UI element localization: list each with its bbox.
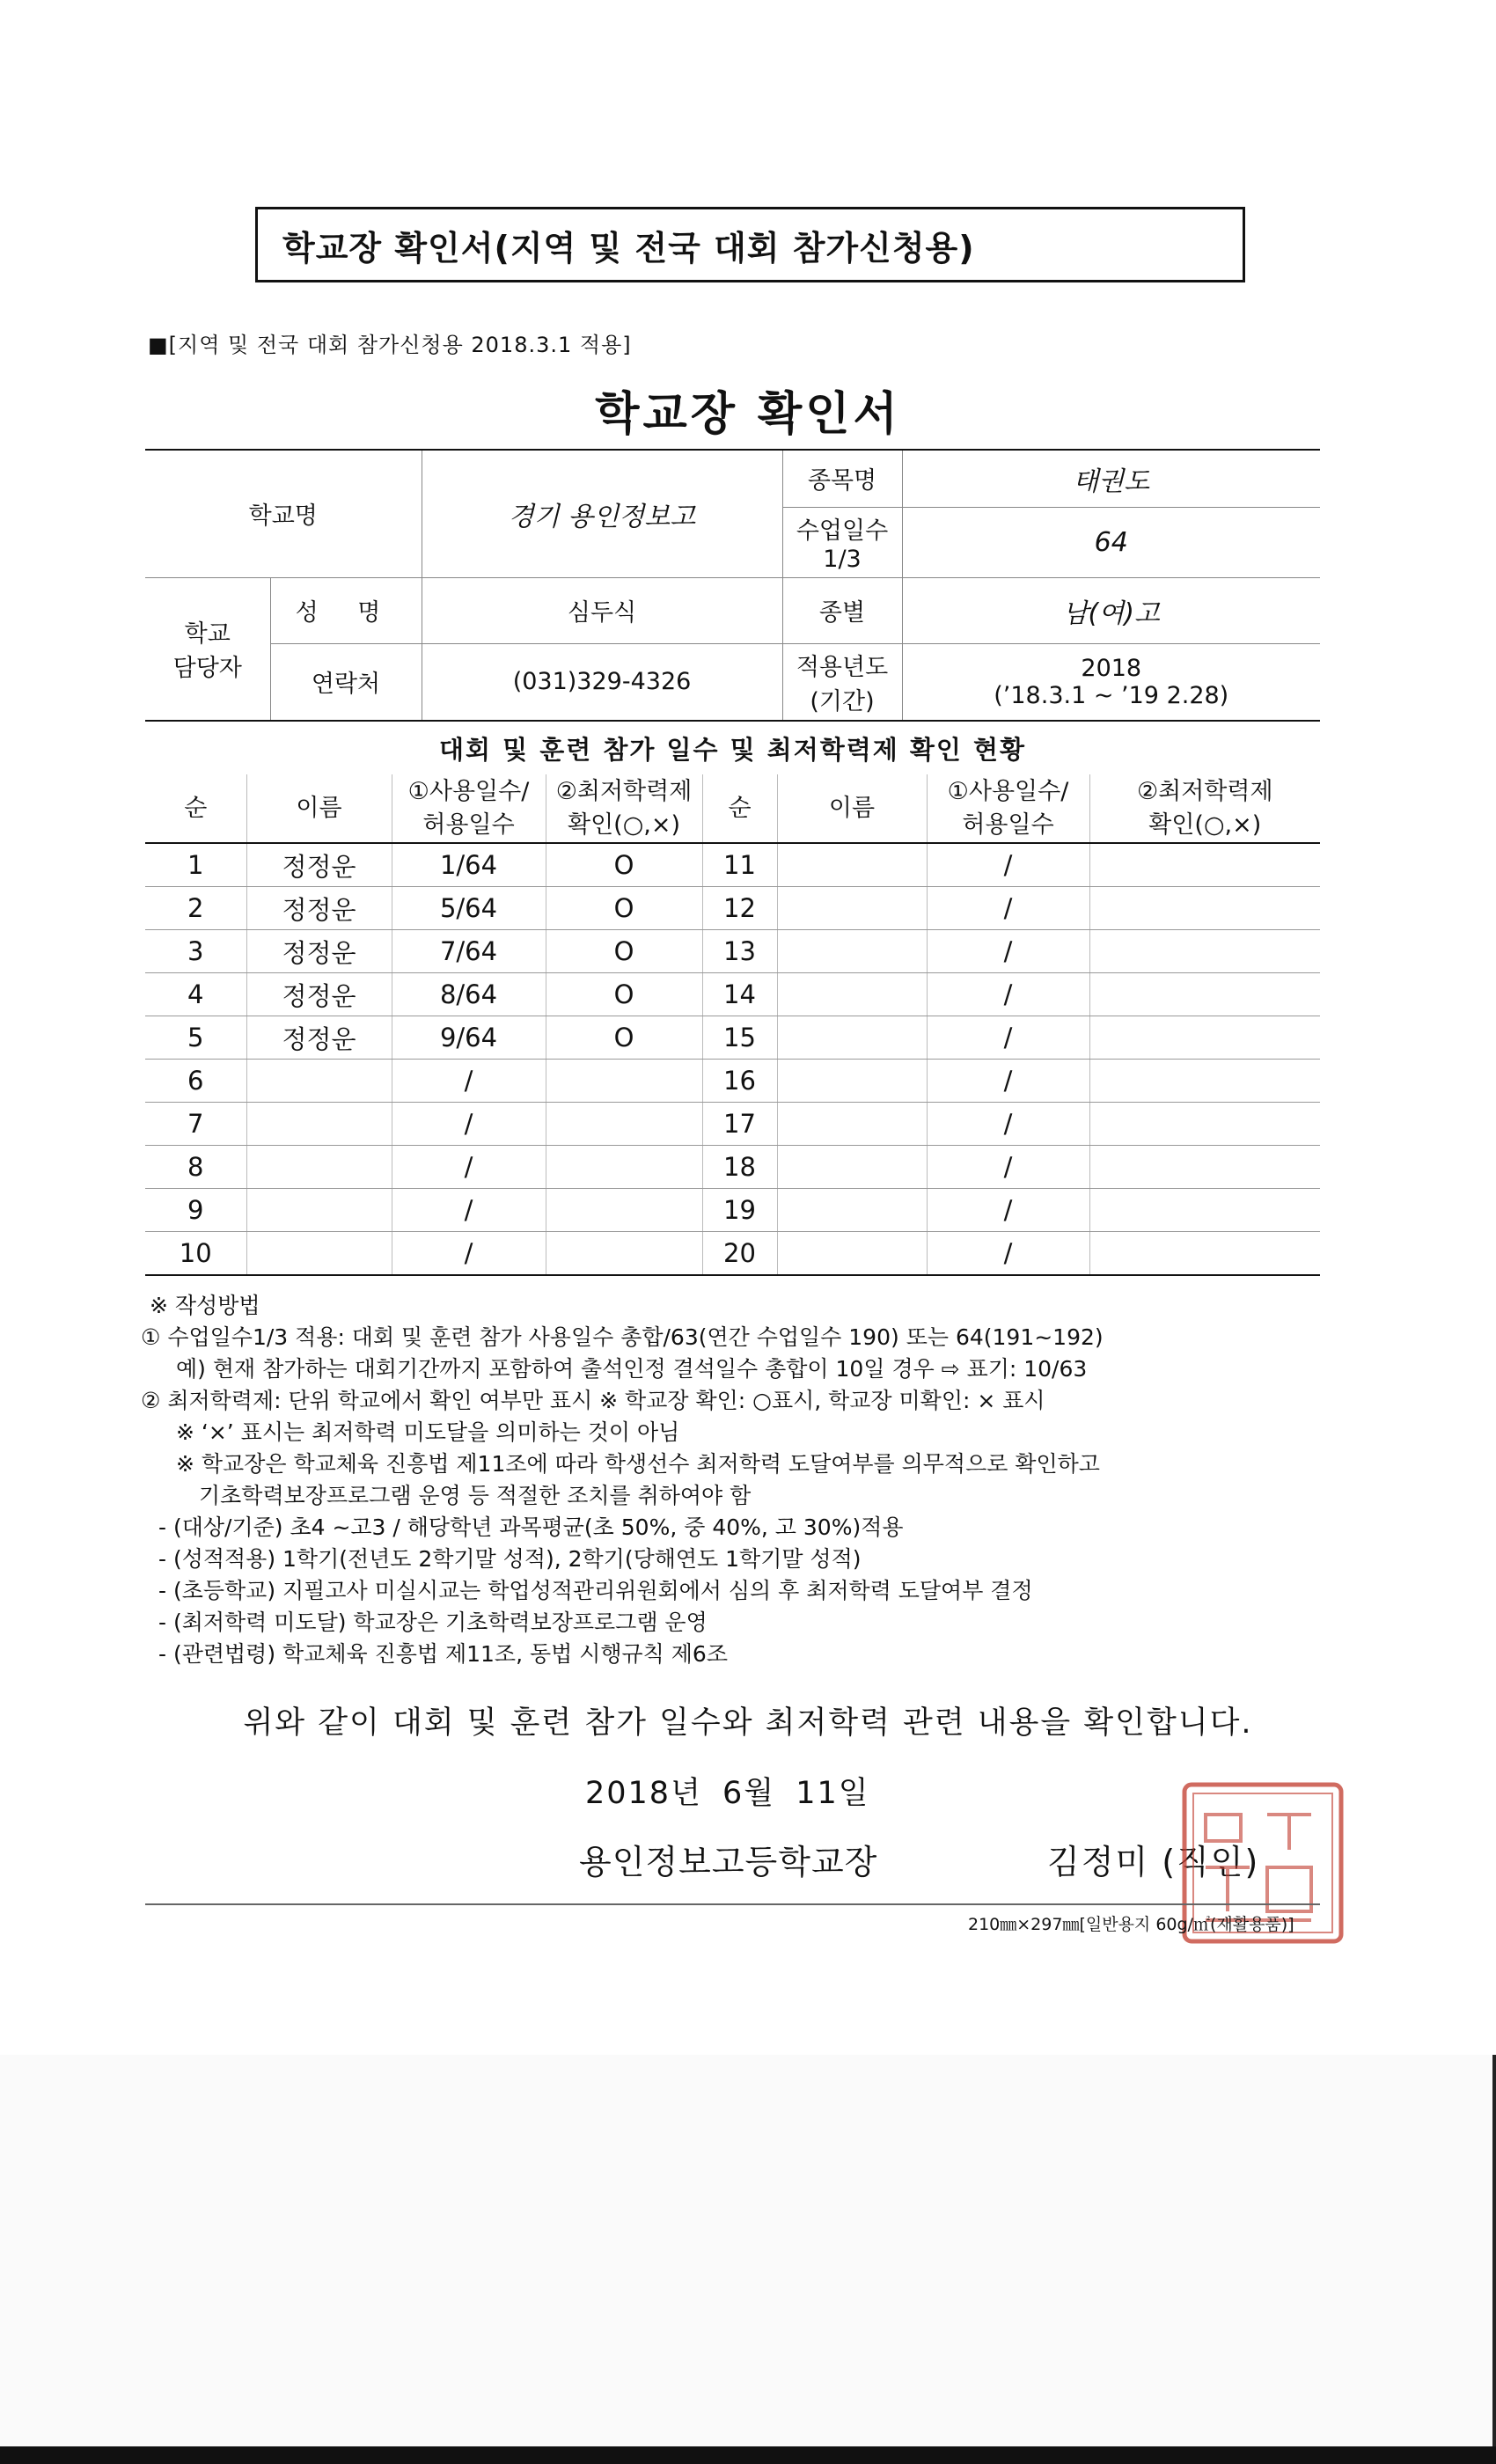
contact-label: 연락처 — [270, 643, 422, 721]
days-used: 5/64 — [392, 887, 546, 930]
manager-label — [145, 577, 270, 721]
days-used: / — [392, 1103, 546, 1146]
days-used: / — [927, 1189, 1089, 1232]
athlete-name — [246, 1060, 392, 1103]
document-title: 학교장 확인서 — [595, 388, 901, 441]
writing-notes — [141, 1290, 1338, 1670]
header-days-line1: ①사용일수/ — [407, 777, 530, 805]
class-days-value: 64 — [902, 507, 1320, 577]
table-row — [145, 1016, 1320, 1060]
row-number: 5 — [145, 1016, 246, 1060]
min-academic-check — [1089, 973, 1320, 1016]
athlete-name — [777, 1232, 927, 1276]
athlete-name: 정정운 — [246, 843, 392, 887]
header-days-line2: 허용일수 — [422, 810, 515, 839]
row-number: 20 — [702, 1232, 777, 1276]
table-row — [145, 1189, 1320, 1232]
min-academic-check: O — [546, 887, 702, 930]
row-number: 16 — [702, 1060, 777, 1103]
days-used: 9/64 — [392, 1016, 546, 1060]
status-title: 대회 및 훈련 참가 일수 및 최저학력제 확인 현황 — [438, 735, 1027, 765]
event-label: 종목명 — [782, 450, 902, 507]
row-number: 4 — [145, 973, 246, 1016]
row-number: 19 — [702, 1189, 777, 1232]
note-line: ① 수업일수1/3 적용: 대회 및 훈련 참가 사용일수 총합/63(연간 수업일수 190) 또는 64(191~192) — [141, 1324, 1104, 1350]
row-number: 7 — [145, 1103, 246, 1146]
header-min-line1: ②최저학력제 — [555, 777, 693, 805]
year-label-line1: 적용년도 — [796, 653, 889, 681]
athlete-name — [777, 1146, 927, 1189]
year-value-line2: (’18.3.1 ~ ’19 2.28) — [994, 681, 1229, 709]
days-used: / — [927, 1146, 1089, 1189]
athlete-name — [777, 1189, 927, 1232]
school-principal-title: 용인정보고등학교장 — [579, 1843, 878, 1881]
row-number: 8 — [145, 1146, 246, 1189]
table-row — [145, 930, 1320, 973]
athlete-name — [777, 887, 927, 930]
class-days-label — [782, 507, 902, 577]
min-academic-check — [1089, 1060, 1320, 1103]
header-min-line2: 확인(○,×) — [568, 810, 680, 839]
min-academic-check — [546, 1103, 702, 1146]
athlete-name — [246, 1146, 392, 1189]
type-value: 남(여)고 — [902, 577, 1320, 643]
athlete-name: 정정운 — [246, 973, 392, 1016]
row-number: 3 — [145, 930, 246, 973]
scan-bottom-edge — [0, 2446, 1496, 2464]
row-number: 2 — [145, 887, 246, 930]
participation-grid — [145, 774, 1320, 1276]
days-used: 8/64 — [392, 973, 546, 1016]
note-line: - (성적적용) 1학기(전년도 2학기말 성적), 2학기(당해연도 1학기말 성적) — [158, 1546, 862, 1572]
note-line: - (최저학력 미도달) 학교장은 기초학력보장프로그램 운영 — [158, 1610, 708, 1635]
table-row — [145, 843, 1320, 887]
days-used: 7/64 — [392, 930, 546, 973]
year-label — [782, 643, 902, 721]
athlete-name — [777, 1103, 927, 1146]
min-academic-check — [1089, 887, 1320, 930]
days-used: / — [927, 887, 1089, 930]
min-academic-check: O — [546, 1016, 702, 1060]
header-min — [1089, 774, 1320, 843]
manager-label-line2: 담당자 — [172, 655, 242, 683]
header-days — [392, 774, 546, 843]
confirmation-statement: 위와 같이 대회 및 훈련 참가 일수와 최저학력 관련 내용을 확인합니다. — [243, 1705, 1253, 1741]
min-academic-check — [546, 1060, 702, 1103]
header-name: 이름 — [777, 774, 927, 843]
min-academic-check — [1089, 1146, 1320, 1189]
note-line: - (대상/기준) 초4 ~고3 / 해당학년 과목평균(초 50%, 중 40%, 고 30%)적용 — [158, 1514, 904, 1540]
days-used: / — [927, 1232, 1089, 1276]
note-line: ② 최저학력제: 단위 학교에서 확인 여부만 표시 ※ 학교장 확인: ○표시, 학교장 미확인: × 표시 — [141, 1388, 1045, 1413]
days-used: / — [927, 1016, 1089, 1060]
school-value: 경기 용인정보고 — [422, 450, 782, 577]
scan-edge — [1492, 2055, 1496, 2446]
min-academic-check — [546, 1146, 702, 1189]
row-number: 14 — [702, 973, 777, 1016]
row-number: 15 — [702, 1016, 777, 1060]
note-line: ※ ‘×’ 표시는 최저학력 미도달을 의미하는 것이 아님 — [176, 1419, 680, 1445]
contact-value: (031)329-4326 — [422, 643, 782, 721]
year-value — [902, 643, 1320, 721]
row-number: 18 — [702, 1146, 777, 1189]
min-academic-check — [546, 1189, 702, 1232]
note-line: 예) 현재 참가하는 대회기간까지 포함하여 출석인정 결석일수 총합이 10일 경우 ⇨ 표기: 10/63 — [176, 1356, 1088, 1382]
info-table — [145, 449, 1320, 722]
event-value: 태권도 — [902, 450, 1320, 507]
year-value-line1: 2018 — [1081, 654, 1142, 682]
manager-label-line1: 학교 — [184, 620, 231, 649]
row-number: 11 — [702, 843, 777, 887]
athlete-name — [246, 1103, 392, 1146]
athlete-name — [246, 1189, 392, 1232]
min-academic-check — [1089, 1232, 1320, 1276]
row-number: 6 — [145, 1060, 246, 1103]
table-row — [145, 1103, 1320, 1146]
row-number: 1 — [145, 843, 246, 887]
days-used: / — [927, 1103, 1089, 1146]
row-number: 13 — [702, 930, 777, 973]
min-academic-check — [1089, 843, 1320, 887]
table-row — [145, 1232, 1320, 1276]
days-used: / — [392, 1232, 546, 1276]
athlete-name: 정정운 — [246, 930, 392, 973]
note-line: ※ 학교장은 학교체육 진흥법 제11조에 따라 학생선수 최저학력 도달여부를 의무적으로 확인하고 — [176, 1451, 1100, 1477]
min-academic-check — [546, 1232, 702, 1276]
athlete-name — [777, 1060, 927, 1103]
header-name: 이름 — [246, 774, 392, 843]
min-academic-check: O — [546, 973, 702, 1016]
note-line: - (관련법령) 학교체육 진흥법 제11조, 동법 시행규칙 제6조 — [158, 1641, 728, 1667]
min-academic-check — [1089, 1103, 1320, 1146]
athlete-name — [777, 973, 927, 1016]
days-used: / — [927, 1060, 1089, 1103]
athlete-name — [246, 1232, 392, 1276]
header-min-line2: 확인(○,×) — [1148, 810, 1262, 839]
header-no: 순 — [702, 774, 777, 843]
header-box-title: 학교장 확인서(지역 및 전국 대회 참가신청용) — [255, 207, 1245, 282]
header-days-line1: ①사용일수/ — [947, 777, 1069, 805]
min-academic-check — [1089, 930, 1320, 973]
bottom-divider — [145, 1903, 1320, 1905]
athlete-name: 정정운 — [246, 887, 392, 930]
athlete-name — [777, 930, 927, 973]
form-subtitle: ■[지역 및 전국 대회 참가신청용 2018.3.1 적용] — [148, 333, 632, 357]
paper-spec: 210㎜×297㎜[일반용지 60g/㎡(재활용품)] — [968, 1915, 1294, 1934]
days-used: / — [392, 1060, 546, 1103]
school-label: 학교명 — [145, 450, 422, 577]
row-number: 12 — [702, 887, 777, 930]
row-number: 17 — [702, 1103, 777, 1146]
header-days — [927, 774, 1089, 843]
header-min-line1: ②최저학력제 — [1136, 777, 1273, 805]
days-used: / — [392, 1189, 546, 1232]
scan-lower-margin — [0, 2055, 1496, 2464]
days-used: / — [927, 973, 1089, 1016]
min-academic-check: O — [546, 843, 702, 887]
athlete-name — [777, 843, 927, 887]
row-number: 10 — [145, 1232, 246, 1276]
athlete-name: 정정운 — [246, 1016, 392, 1060]
year-label-line2: (기간) — [810, 687, 875, 715]
class-days-label-line2: 1/3 — [823, 546, 862, 573]
header-no: 순 — [145, 774, 246, 843]
class-days-label-line1: 수업일수 — [796, 517, 889, 545]
type-label: 종별 — [782, 577, 902, 643]
table-row — [145, 1060, 1320, 1103]
name-value: 심두식 — [422, 577, 782, 643]
days-used: / — [392, 1146, 546, 1189]
table-row — [145, 887, 1320, 930]
min-academic-check: O — [546, 930, 702, 973]
issue-date: 2018년 6월 11일 — [585, 1776, 870, 1811]
athlete-name — [777, 1016, 927, 1060]
min-academic-check — [1089, 1016, 1320, 1060]
name-label: 성 명 — [270, 577, 422, 643]
note-line: 기초학력보장프로그램 운영 등 적절한 조치를 취하여야 함 — [199, 1483, 752, 1508]
table-row — [145, 973, 1320, 1016]
principal-name: 김정미 (직인) — [1047, 1843, 1260, 1881]
note-line: ※ 작성방법 — [150, 1293, 260, 1318]
header-min — [546, 774, 702, 843]
min-academic-check — [1089, 1189, 1320, 1232]
days-used: / — [927, 930, 1089, 973]
days-used: / — [927, 843, 1089, 887]
header-days-line2: 허용일수 — [962, 810, 1054, 839]
days-used: 1/64 — [392, 843, 546, 887]
table-row — [145, 1146, 1320, 1189]
row-number: 9 — [145, 1189, 246, 1232]
note-line: - (초등학교) 지필고사 미실시교는 학업성적관리위원회에서 심의 후 최저학력 도달여부 결정 — [158, 1578, 1033, 1603]
